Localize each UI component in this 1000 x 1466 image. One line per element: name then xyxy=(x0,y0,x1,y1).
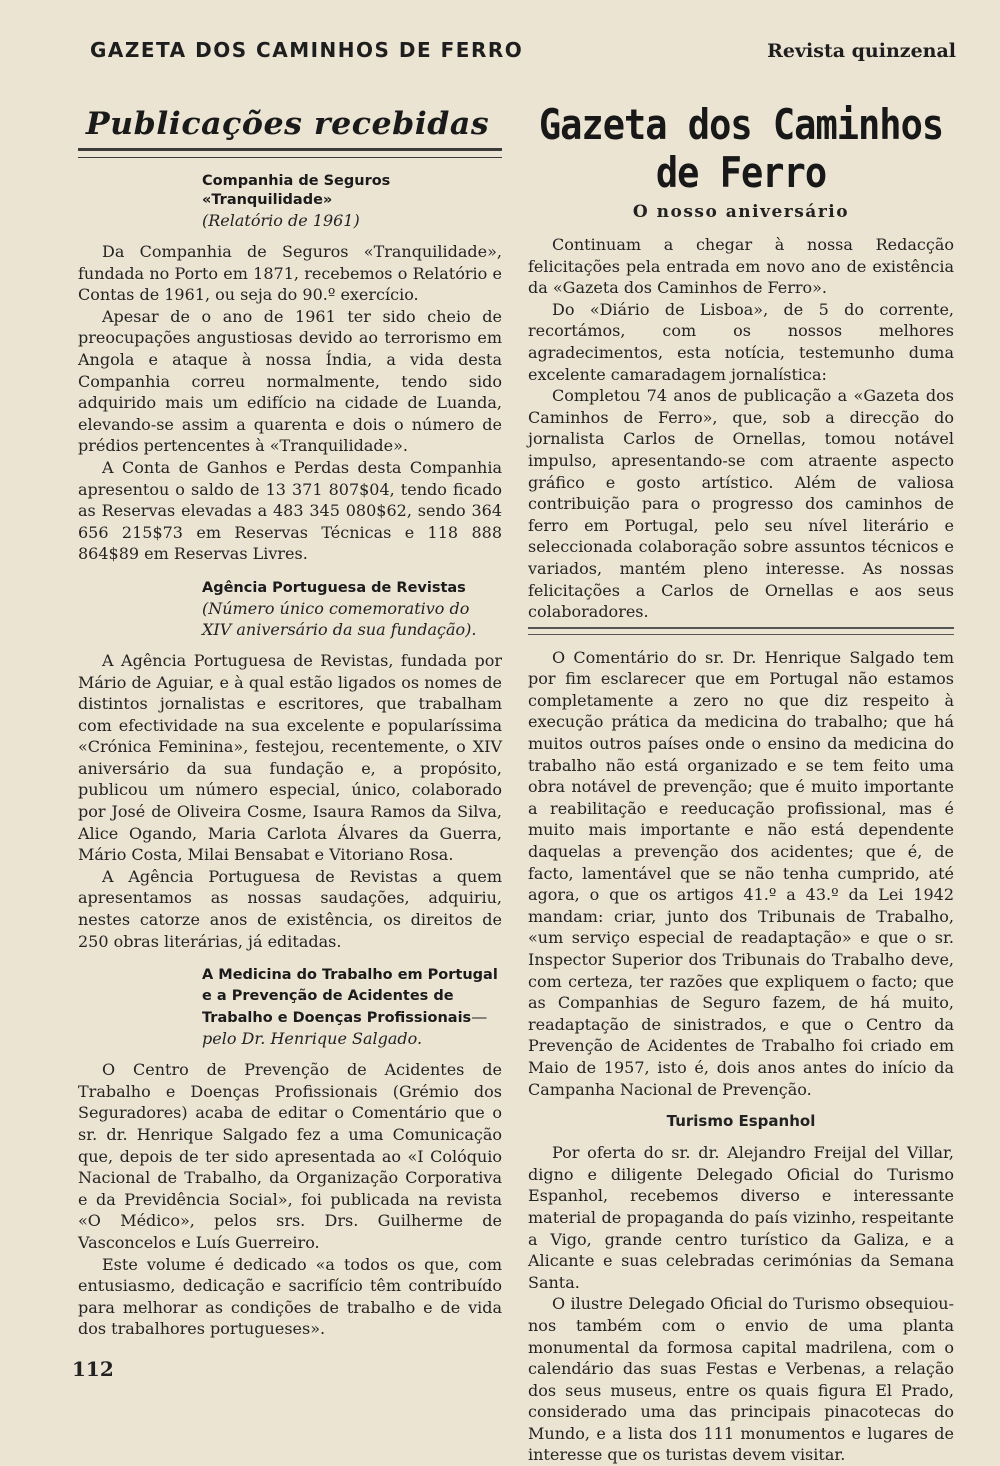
article-heading xyxy=(202,172,502,231)
page-number: 112 xyxy=(72,1357,114,1381)
section-divider xyxy=(528,627,954,635)
left-column xyxy=(78,100,502,1340)
article-subtitle: (Relatório de 1961) xyxy=(202,211,360,230)
paragraph: Da Companhia de Seguros «Tranquilidade», fundada no Porto em 1871, recebemos o Relatório e Contas de 1961, ou seja do 90.º exercício. xyxy=(78,242,502,305)
article-title: Companhia de Seguros «Tranquilidade» xyxy=(202,173,391,208)
paragraph: A Agência Portuguesa de Revistas, fundada por Mário de Aguiar, e à qual estão ligados os nomes de distintos jornalistas e escritores, que trabalham com efectividade na sua excelente e popularíssima «Crónica Feminina», festejou, recentemente, o XIV aniversário da sua fundação e, a propósito, publicou um número especial, único, colaborado por José de Oliveira Cosme, Isaura Ramos da Silva, Alice Ogando, Maria Carlota Álvares da Guerra, Mário Costa, Milai Bensabat e Vitoriano Rosa. xyxy=(78,650,502,865)
paragraph: O Centro de Prevenção de Acidentes de Trabalho e Doenças Profissionais (Grémio dos Seguradores) acaba de editar o Comentário que o sr. dr. Henrique Salgado fez a uma Comunicação que, depois de ter sido apresentada ao «I Colóquio Nacional de Trabalho, da Organização Corporativa e da Previdência Social», foi publicada na revista «O Médico», pelos srs. Drs. Guilherme de Vasconcelos e Luís Guerreiro. xyxy=(78,1060,502,1252)
right-column xyxy=(528,100,954,1466)
paragraph: Por oferta do sr. dr. Alejandro Freijal del Villar, digno e diligente Delegado Oficial do Turismo Espanhol, recebemos diverso e interessante material de propaganda do país vizinho, respeitante a Vigo, grande centro turístico da Galiza, e a Alicante e suas celebradas cerimónias da Semana Santa. xyxy=(528,1143,954,1292)
paragraph: O ilustre Delegado Oficial do Turismo obsequiou-nos também com o envio de uma planta monumental da formosa capital madrilena, com o calendário das suas Festas e Verbenas, a relação dos seus museus, entre os quais figura El Prado, considerado uma das principais pinacotecas do Mundo, e a lista dos 111 monumentos e lugares de interesse que os turistas devem visitar. xyxy=(528,1294,954,1465)
masthead: Gazeta dos Caminhos de Ferro xyxy=(538,100,944,198)
paragraph: Continuam a chegar à nossa Redacção felicitações pela entrada em novo ano de existência da «Gazeta dos Caminhos de Ferro». xyxy=(528,235,954,298)
article-subtitle: —pelo Dr. Henrique Salgado. xyxy=(202,1007,488,1049)
paragraph: Completou 74 anos de publicação a «Gazeta dos Caminhos de Ferro», que, sob a direcção do jornalista Carlos de Ornellas, tomou notável impulso, apresentando-se com atraente aspecto gráfico e gosto artístico. Além de valiosa contribuição para o progresso dos caminhos de ferro em Portugal, pelo seu nível literário e seleccionada colaboração sobre assuntos técnicos e variados, mantém pleno interesse. As nossas felicitações a Carlos de Ornellas e aos seus colaboradores. xyxy=(528,386,954,622)
running-title: GAZETA DOS CAMINHOS DE FERRO xyxy=(90,38,524,62)
article-heading xyxy=(202,577,502,640)
subhead: O nosso aniversário xyxy=(632,202,850,222)
title-rule xyxy=(78,148,502,158)
running-header xyxy=(90,38,956,78)
subsection-heading: Turismo Espanhol xyxy=(666,1112,816,1131)
running-subtitle: Revista quinzenal xyxy=(767,40,956,62)
section-title: Publicações recebidas xyxy=(85,106,490,142)
paragraph: Este volume é dedicado «a todos os que, com entusiasmo, dedicação e sacrifício têm contribuído para melhorar as condições de trabalho e de vida dos trabalhores portugueses». xyxy=(78,1254,502,1339)
paragraph: A Conta de Ganhos e Perdas desta Companhia apresentou o saldo de 13 371 807$04, tendo ficado as Reservas elevadas a 483 345 080$62, sendo 364 656 215$73 em Reservas Técnicas e 118 888 864$89 em Reservas Livres. xyxy=(78,457,502,564)
article-heading xyxy=(202,964,502,1049)
paragraph: Do «Diário de Lisboa», de 5 do corrente, recortámos, com os nossos melhores agradecimentos, esta notícia, testemunho duma excelente camaradagem jornalística: xyxy=(528,299,954,384)
paragraph: O Comentário do sr. Dr. Henrique Salgado tem por fim esclarecer que em Portugal não estamos completamente a zero no que diz respeito à execução prática da medicina do trabalho; que há muitos outros países onde o ensino da medicina do trabalho não está organizado e se tem feito uma obra notável de prevenção; que é muito importante a reabilitação e reeducação profissional, mas é muito mais importante e não está dependente daquelas a prevenção dos acidentes; que é, de facto, lamentável que se não tenha cumprido, até agora, o que os artigos 41.º a 43.º da Lei 1942 mandam: criar, junto dos Tribunais de Trabalho, «um serviço especial de readaptação» e que o sr. Inspector Superior dos Tribunais do Trabalho deve, com certeza, ter razões que expliquem o facto; que as Companhias de Seguro fazem, de há muito, readaptação de sinistrados, e que o Centro da Prevenção de Acidentes de Trabalho foi criado em Maio de 1957, isto é, dois anos antes do início da Campanha Nacional de Prevenção. xyxy=(528,647,954,1099)
article-title: Agência Portuguesa de Revistas xyxy=(202,579,466,596)
paragraph: A Agência Portuguesa de Revistas a quem apresentamos as nossas saudações, adquiriu, nestes catorze anos de existência, os direitos de 250 obras literárias, já editadas. xyxy=(78,866,502,951)
paragraph: Apesar de o ano de 1961 ter sido cheio de preocupações angustiosas devido ao terrorismo em Angola e ataque à nossa Índia, a vida desta Companhia correu normalmente, tendo sido adquirido mais um edifício na cidade de Luanda, elevando-se assim a quarenta e dois o número de prédios pertencentes à «Tranquilidade». xyxy=(78,306,502,456)
article-title: A Medicina do Trabalho em Portugal e a Prevenção de Acidentes de Trabalho e Doenças Profissionais xyxy=(202,967,498,1027)
article-subtitle: (Número único comemorativo do XIV aniversário da sua fundação). xyxy=(202,598,477,639)
